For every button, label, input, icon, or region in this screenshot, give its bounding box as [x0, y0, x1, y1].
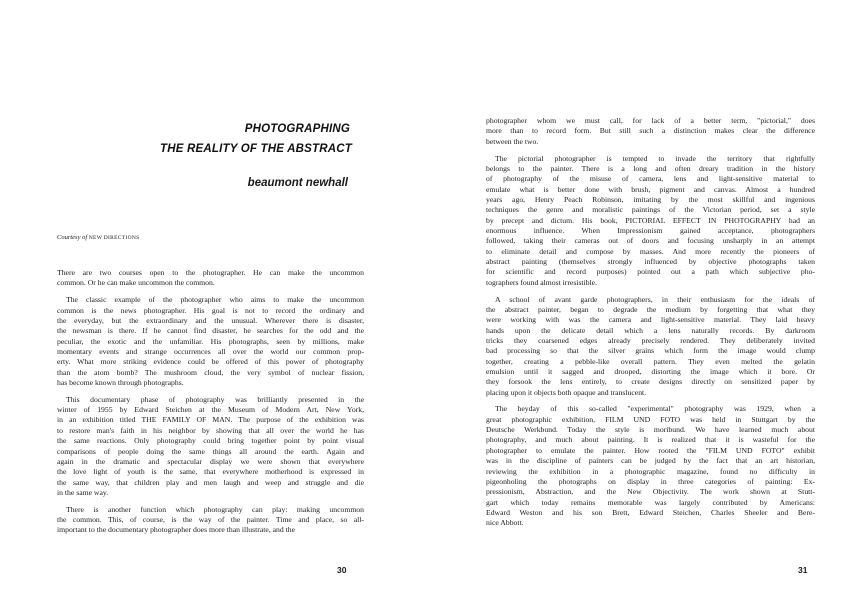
text-line: between the two.: [486, 136, 539, 146]
text-line: the abstract painter, began to degrade the medium by forgetting that what they: [486, 304, 815, 314]
text-line: photographer to emulate the painter. How rooted the "FILM UND FOTO" exhibit: [486, 445, 815, 455]
text-line: reviewing the exhibition in a photographic magazine, found no difficulty in: [486, 466, 815, 476]
text-line: belongs to the painter. There is a long and often dreary tradition in the history: [486, 163, 815, 173]
text-line: Deutsche Werkbund. Today the style is moribund. We have learned much about: [486, 425, 815, 435]
title-line-1: PHOTOGRAPHING: [244, 123, 350, 135]
text-line: techniques the genre and moralistic paintings of the Victorian period, set a style: [486, 205, 815, 215]
text-line: of photography of the misuse of camera, lens and light-sensitive material to: [486, 174, 815, 184]
text-line: bad processing so that the silver grains which form the image would clump: [486, 346, 815, 356]
text-line: Edward Weston and his son Brett, Edward Steichen, Charles Sheeler and Bere-: [486, 507, 815, 517]
text-line: pressionism, Abstraction, and the New Objectivity. The work shown at Stutt-: [486, 487, 815, 497]
text-line: the same way, that children play and men laugh and weep and struggle and die: [57, 477, 364, 487]
text-line: important to the documentary photographer does more than illustrate, and the: [57, 525, 296, 535]
text-line: emulate what is better done with brush, pigment and canvas. Almost a hundred: [486, 184, 815, 194]
text-line: photography, and much about painting. It is realized that it is wasteful for the: [486, 435, 815, 445]
text-line: photographer whom we must call, for lack of a better term, "pictorial," does: [486, 116, 815, 125]
text-line: common is the news photographer. His goal is not to record the ordinary and: [57, 305, 364, 315]
text-line: tricks they coarsened edges already precisely rendered. They deliberately invited: [486, 335, 815, 345]
text-line: to restore man's faith in his neighbor by showing that all over the world he has: [57, 425, 364, 435]
right-body-text: [486, 116, 815, 535]
text-line: The pictorial photographer is tempted to invade the territory that rightfully: [495, 153, 815, 163]
paragraph: [57, 395, 364, 498]
courtesy-credit: [57, 233, 139, 243]
text-line: were working with was the camera and light-sensitive material. They laid heavy: [486, 315, 815, 325]
text-line: years ago, Henry Peach Robinson, imitating by the most skillful and ingenious: [486, 194, 815, 204]
text-line: common. Or he can make uncommon the common.: [57, 278, 215, 288]
text-line: followed, taking their cameras out of doors and focusing unsharply in an attempt: [486, 236, 815, 246]
text-line: in an exhibition titled THE FAMILY OF MAN. The purpose of the exhibition was: [57, 415, 364, 425]
title-line-2: THE REALITY OF THE ABSTRACT: [160, 143, 352, 155]
text-line: gart which today remains memorable was largely contributed by Americans:: [486, 497, 815, 507]
text-line: emulsion until it sagged and drooped, distorting the image which it bore. Or: [486, 366, 815, 376]
text-line: erty. What more striking evidence could be offered of this power of photography: [57, 357, 364, 367]
text-line: comparisons of people doing the same things all around the earth. Again and: [57, 446, 364, 456]
text-line: for scientific and record purposes) pointed out a path which subjective pho-: [486, 267, 815, 277]
text-line: tographers found almost irresistible.: [486, 277, 598, 287]
courtesy-prefix: Courtesy of: [57, 234, 88, 241]
paragraph: [486, 154, 815, 288]
text-line: the same reactions. Only photography could bring together point by point visual: [57, 436, 364, 446]
text-line: the everyday, but the extraordinary and the unusual. Wherever there is disaster,: [57, 315, 364, 325]
text-line: pigeonholing the photographs on display in three categories of painting: Ex-: [486, 476, 815, 486]
right-page: [433, 0, 866, 600]
text-line: great photographic exhibition, FILM UND FOTO was held in Stuttgart by the: [486, 414, 815, 424]
text-line: momentary events and strange occurrences all over the world our common prop-: [57, 346, 364, 356]
text-line: A school of avant garde photographers, in their enthusiasm for the ideals of: [495, 294, 815, 304]
text-line: was in the discipline of painters can be judged by the fact that an art historian,: [486, 456, 815, 466]
courtesy-source: NEW DIRECTIONS: [88, 235, 140, 241]
text-line: again in the dramatic and spectacular display we were shown that everywhere: [57, 456, 364, 466]
text-line: than the atom bomb? The mushroom cloud, the very symbol of nuclear fission,: [57, 367, 364, 377]
text-line: more than to record form. But still such a distinction makes clear the difference: [486, 126, 815, 136]
text-line: peculiar, the exotic and the unfamiliar. His photographs, seen by millions, make: [57, 336, 364, 346]
text-line: enormous influence. When Impressionism gained acceptance, photographers: [486, 225, 815, 235]
text-line: There are two courses open to the photographer. He can make the uncommon: [57, 268, 364, 277]
text-line: nice Abbott.: [486, 518, 524, 528]
text-line: together, creating a pebble-like overall pattern. They even melted the gelatin: [486, 356, 815, 366]
paragraph: [486, 404, 815, 528]
paragraph: [486, 295, 815, 398]
text-line: the love light of youth is the same, that everywhere motherhood is expressed in: [57, 467, 364, 477]
text-line: This documentary phase of photography was brilliantly presented in the: [66, 394, 364, 404]
text-line: hands upon the delicate detail which a lens naturally records. By darkroom: [486, 325, 815, 335]
text-line: the common. This, of course, is the way of the painter. Time and place, so all-: [57, 515, 364, 525]
text-line: placing upon it objects both opaque and translucent.: [486, 387, 647, 397]
author-name: beaumont newhall: [247, 177, 348, 189]
text-line: the newsman is there. If he cannot find disaster, he searches for the odd and the: [57, 326, 364, 336]
paragraph: [57, 505, 364, 536]
text-line: to eliminate detail and compose by masses. And more recently the pioneers of: [486, 246, 815, 256]
text-line: in the same way.: [57, 487, 109, 497]
left-body-text: [57, 268, 364, 542]
text-line: The classic example of the photographer who aims to make the uncommon: [66, 295, 364, 305]
paragraph: [57, 268, 364, 289]
page-number-left: 30: [337, 565, 347, 575]
text-line: they forsook the lens entirely, to create designs directly on sensitized paper by: [486, 377, 815, 387]
text-line: The heyday of this so-called "experimental" photography was 1929, when a: [495, 404, 815, 414]
paragraph: [486, 116, 815, 147]
text-line: There is another function which photography can play: making uncommon: [66, 504, 364, 514]
text-line: by precept and dictum. His book, PICTORIAL EFFECT IN PHOTOGRAPHY had an: [486, 215, 815, 225]
page-number-right: 31: [798, 565, 808, 575]
text-line: has become known through photographs.: [57, 377, 184, 387]
paragraph: [57, 295, 364, 388]
article-title: [160, 119, 350, 159]
text-line: winter of 1955 by Edward Steichen at the Museum of Modern Art, New York,: [57, 405, 364, 415]
text-line: abstract painting (themselves strongly influenced by objective photographs taken: [486, 256, 815, 266]
